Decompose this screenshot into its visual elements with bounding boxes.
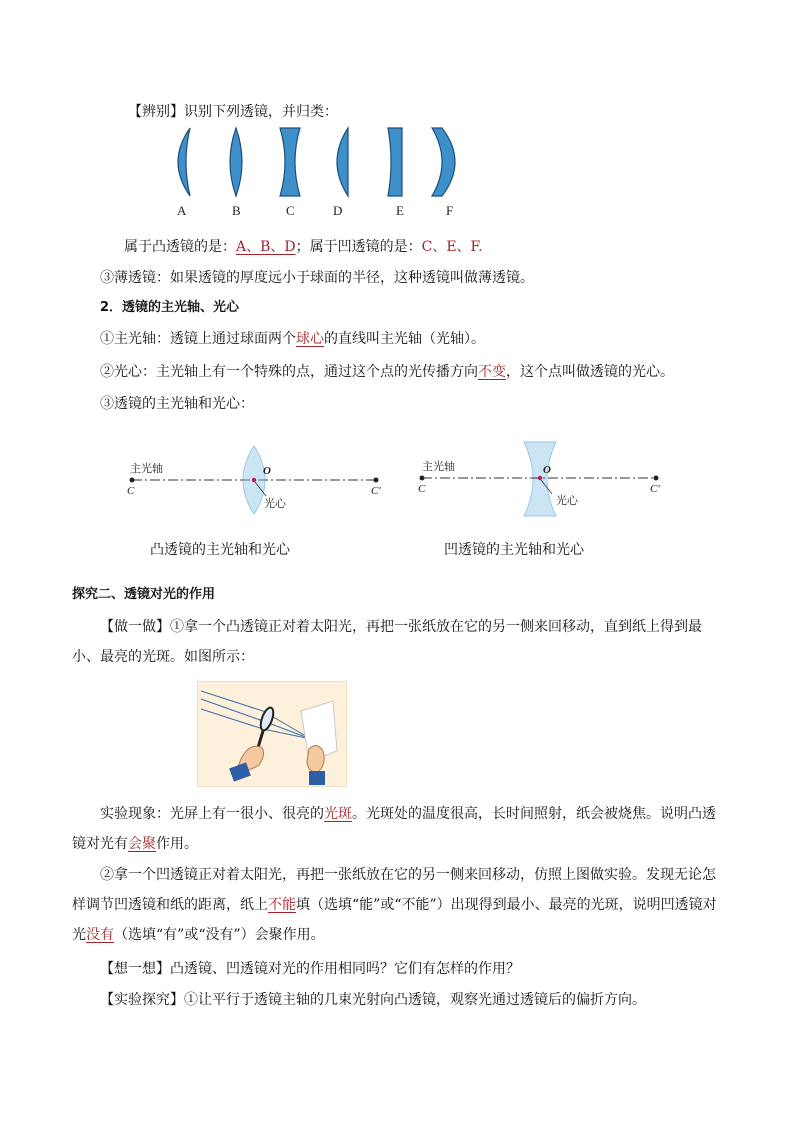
concave-caption: 凹透镜的主光轴和光心	[444, 542, 584, 558]
lens-label-a: A	[177, 203, 187, 218]
experiment-prefix: 【实验探究】	[100, 992, 184, 1008]
separator: ；	[295, 239, 310, 255]
thin-lens-line: ③薄透镜：如果透镜的厚度远小于球面的半径，这种透镜叫做薄透镜。	[100, 270, 534, 286]
optical-center-text: ②光心：主光轴上有一个特殊的点，通过这个点的光传播方向	[100, 364, 478, 380]
lens-label-b: B	[232, 203, 241, 218]
section-heading-axis: 2．透镜的主光轴、光心	[100, 300, 240, 315]
observation-text-mid: 。光斑处的温度很高，长时间照射，纸会被烧焦。说明凸透镜对光有	[72, 806, 716, 852]
main-axis-text: ①主光轴：透镜上通过球面两个	[100, 331, 296, 347]
concave-fill-cannot: 不能	[268, 897, 296, 913]
optical-center-line	[100, 361, 760, 383]
main-axis-fill: 球心	[296, 331, 324, 347]
concave-experiment-text-end: （选填“有”或“没有”）会聚作用。	[114, 927, 325, 943]
convex-caption: 凸透镜的主光轴和光心	[150, 542, 290, 558]
lens-shapes	[160, 124, 480, 200]
lens-label-c: C	[286, 203, 295, 218]
experiment-line	[100, 989, 760, 1011]
concave-axis-diagram	[410, 440, 670, 520]
convex-answer: A、B、D	[236, 239, 296, 255]
section-heading-light-effect: 探究二、透镜对光的作用	[72, 587, 216, 602]
think-prefix: 【想一想】	[100, 961, 170, 977]
lens-f-shape	[432, 128, 455, 196]
lens-label-d: D	[333, 203, 343, 218]
observation-fill-converge: 会聚	[128, 836, 156, 852]
concave-experiment-text-mid: 填（选填“能”或“不能”）出现得到最小、最亮的光斑，说明凹透镜对光	[72, 897, 717, 943]
concave-o-label: O	[543, 464, 551, 476]
observation-paragraph	[72, 799, 724, 859]
concave-experiment-paragraph	[72, 860, 724, 950]
main-axis-text-end: 的直线叫主光轴（光轴）。	[324, 331, 485, 347]
convex-c-left: C	[127, 485, 135, 497]
observation-text: 实验现象：光屏上有一很小、很亮的	[100, 806, 324, 822]
lens-e-shape	[388, 128, 402, 196]
convex-axis-label: 主光轴	[130, 462, 163, 475]
classification-line	[124, 236, 784, 258]
concave-c-right: C′	[650, 483, 660, 495]
optical-center-text-end: ，这个点叫做透镜的光心。	[506, 364, 674, 380]
observation-fill-spot: 光斑	[324, 806, 352, 822]
do-it-text: ①拿一个凸透镜正对着太阳光，再把一张纸放在它的另一侧来回移动，直到纸上得到最小、最亮的光斑。如图所示：	[72, 619, 702, 665]
identify-prefix: 【辨别】	[128, 104, 184, 120]
convex-center-label: 光心	[264, 497, 286, 510]
concave-fill-none: 没有	[86, 927, 114, 943]
concave-answer: C、E、F.	[421, 239, 483, 255]
lens-a-shape	[178, 128, 190, 196]
lens-label-e: E	[396, 203, 404, 218]
concave-question: 属于凹透镜的是：	[309, 239, 422, 255]
think-line	[100, 958, 760, 980]
observation-text-end: 作用。	[156, 836, 198, 852]
lens-c-shape	[280, 128, 300, 196]
main-axis-line	[100, 328, 760, 350]
lens-label-f: F	[446, 203, 454, 218]
concave-axis-label: 主光轴	[422, 460, 455, 473]
identify-text: 识别下列透镜，并归类：	[184, 104, 338, 120]
magnifier-sunlight-illustration	[197, 681, 347, 787]
do-it-prefix: 【做一做】	[100, 619, 170, 635]
convex-axis-diagram	[120, 440, 390, 520]
concave-center-label: 光心	[556, 494, 578, 507]
do-it-paragraph	[72, 612, 724, 672]
concave-c-left: C	[418, 483, 426, 495]
optical-center-fill: 不变	[478, 364, 506, 380]
concave-experiment-text: ②拿一个凹透镜正对着太阳光，再把一张纸放在它的另一侧来回移动，仿照上图做实验。发现无论怎样调节凹透镜和纸的距离，纸上	[72, 867, 716, 913]
lens-d-shape	[337, 128, 348, 196]
experiment-text: ①让平行于透镜主轴的几束光射向凸透镜，观察光通过透镜后的偏折方向。	[184, 992, 646, 1008]
convex-question: 属于凸透镜的是：	[124, 239, 236, 255]
diagram-title: ③透镜的主光轴和光心：	[100, 396, 254, 412]
convex-o-label: O	[263, 465, 271, 477]
convex-c-right: C′	[371, 485, 381, 497]
think-text: 凸透镜、凹透镜对光的作用相同吗？它们有怎样的作用？	[170, 961, 520, 977]
lens-b-shape	[230, 128, 242, 196]
identify-line	[128, 101, 788, 123]
